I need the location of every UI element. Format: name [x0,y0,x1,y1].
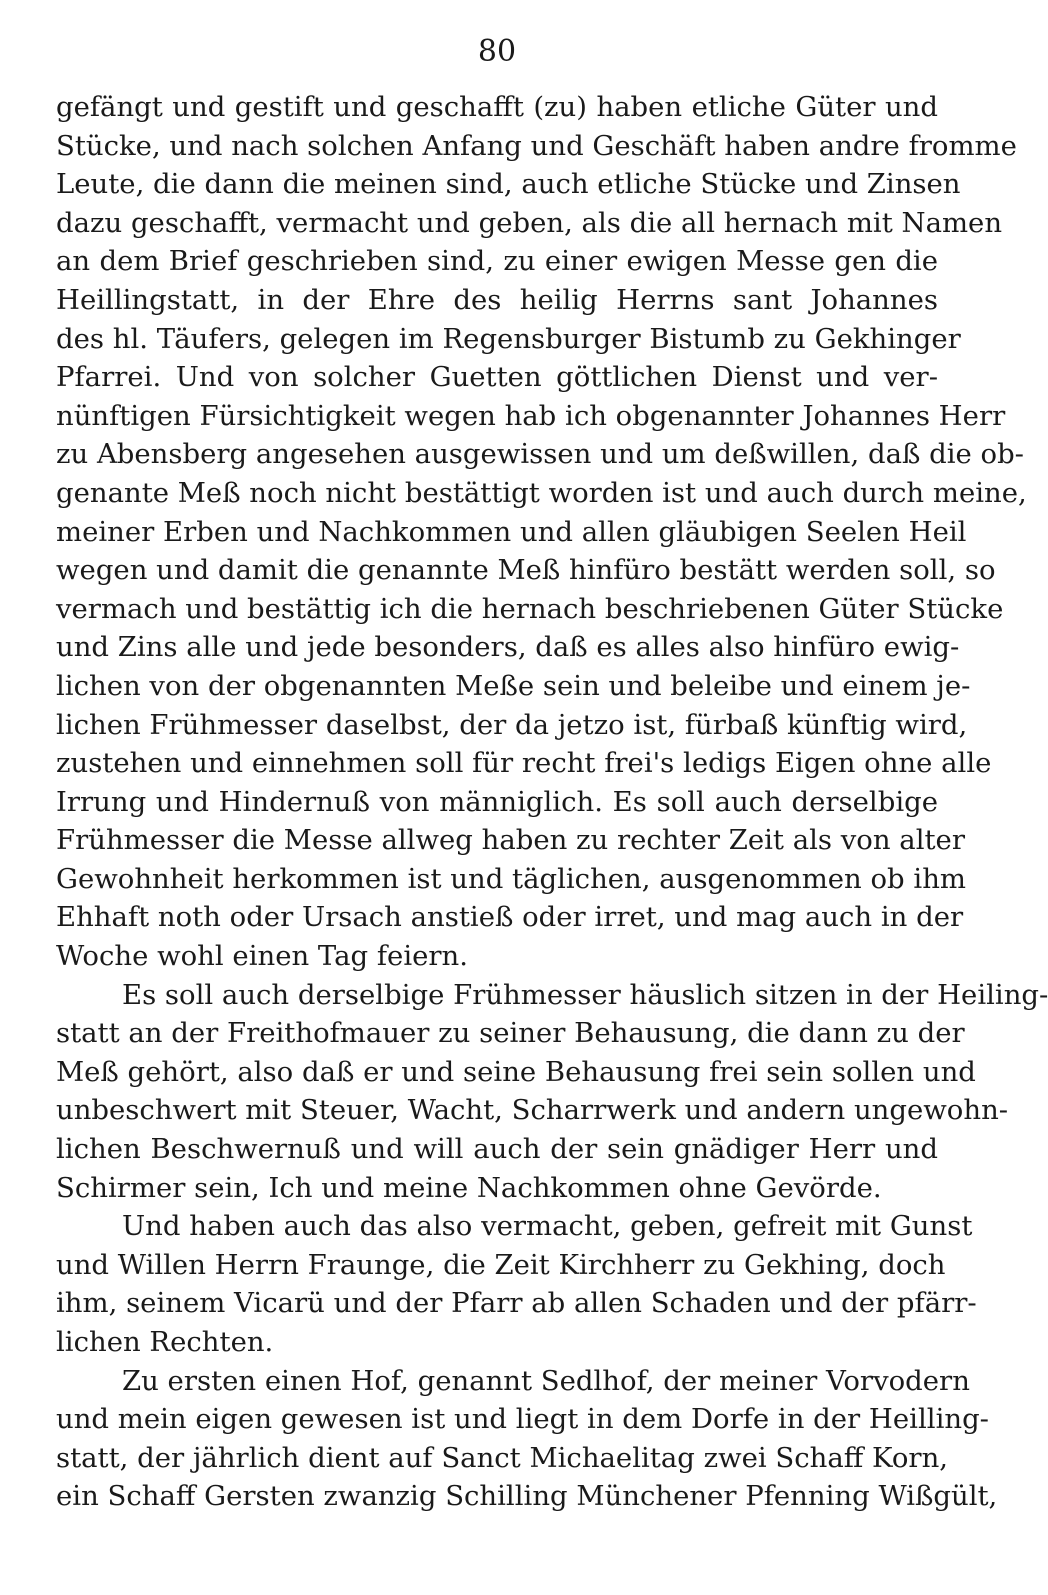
text-line: genante Meß noch nicht bestättigt worden ist und auch durch meine, [56,476,1027,509]
text-line: meiner Erben und Nachkommen und allen gläubigen Seelen Heil [56,515,967,548]
text-line: Stücke, und nach solchen Anfang und Geschäft haben andre fromme [56,129,1017,162]
text-line: Frühmesser die Messe allweg haben zu rechter Zeit als von alter [56,824,965,857]
text-line: zu Abensberg angesehen ausgewissen und um deßwillen, daß die ob- [56,438,1024,471]
text-line: lichen Frühmesser daselbst, der da jetzo ist, fürbaß künftig wird, [56,708,968,741]
text-line: Es soll auch derselbige Frühmesser häuslich sitzen in der Heiling- [122,978,1048,1011]
text-line: wegen und damit die genannte Meß hinfüro bestätt werden soll, so [56,554,996,587]
text-line: Gewohnheit herkommen ist und täglichen, ausgenommen ob ihm [56,862,966,895]
text-line: Meß gehört, also daß er und seine Behausung frei sein sollen und [56,1055,976,1088]
text-line: Schirmer sein, Ich und meine Nachkommen ohne Gevörde. [56,1171,882,1204]
text-line: Pfarrei. Und von solcher Guetten göttlichen Dienst und ver- [56,361,938,394]
text-line: lichen von der obgenannten Meße sein und beleibe und einem je- [56,669,971,702]
text-line: ein Schaff Gersten zwanzig Schilling Münchener Pfenning Wißgült, [56,1480,998,1513]
text-line: Leute, die dann die meinen sind, auch etliche Stücke und Zinsen [56,168,961,201]
text-line: statt, der jährlich dient auf Sanct Michaelitag zwei Schaff Korn, [56,1441,949,1474]
text-line: zustehen und einnehmen soll für recht frei's ledigs Eigen ohne alle [56,747,992,780]
text-line: und Zins alle und jede besonders, daß es alles also hinfüro ewig- [56,631,960,664]
text-line: an dem Brief geschrieben sind, zu einer ewigen Messe gen die [56,245,938,278]
text-line: Irrung und Hindernuß von männiglich. Es soll auch derselbige [56,785,938,818]
text-line: Heillingstatt, in der Ehre des heilig Herrns sant Johannes [56,283,938,316]
text-line: ihm, seinem Vicarü und der Pfarr ab allen Schaden und der pfärr- [56,1287,977,1320]
text-line: statt an der Freithofmauer zu seiner Behausung, die dann zu der [56,1017,965,1050]
text-line: des hl. Täufers, gelegen im Regensburger Bistumb zu Gekhinger [56,322,961,355]
paragraph [56,88,1027,976]
paragraph [56,1362,998,1516]
text-line: Ehhaft noth oder Ursach anstieß oder irret, und mag auch in der [56,901,964,934]
page-number: 80 [477,34,517,69]
text-line: Woche wohl einen Tag feiern. [56,940,469,973]
text-line: dazu geschafft, vermacht und geben, als die all hernach mit Namen [56,206,1003,239]
text-line: lichen Rechten. [56,1326,274,1358]
paragraph [56,976,1048,1208]
text-line: und Willen Herrn Fraunge, die Zeit Kirchherr zu Gekhing, doch [56,1248,946,1281]
text-line: nünftigen Fürsichtigkeit wegen hab ich obgenannter Johannes Herr [56,399,1006,432]
text-line: Zu ersten einen Hof, genannt Sedlhof, der meiner Vorvodern [122,1364,970,1397]
text-line: lichen Beschwernuß und will auch der sein gnädiger Herr und [56,1133,938,1166]
text-line: gefängt und gestift und geschafft (zu) haben etliche Güter und [56,91,938,123]
text-line: und mein eigen gewesen ist und liegt in dem Dorfe in der Heilling- [56,1403,989,1436]
text-line: Und haben auch das also vermacht, geben, gefreit mit Gunst [122,1210,973,1243]
text-line: unbeschwert mit Steuer, Wacht, Scharrwerk und andern ungewohn- [56,1094,1009,1127]
text-line: vermach und bestättig ich die hernach beschriebenen Güter Stücke [56,592,1004,625]
paragraph [56,1207,977,1361]
body-text [56,88,1048,1516]
